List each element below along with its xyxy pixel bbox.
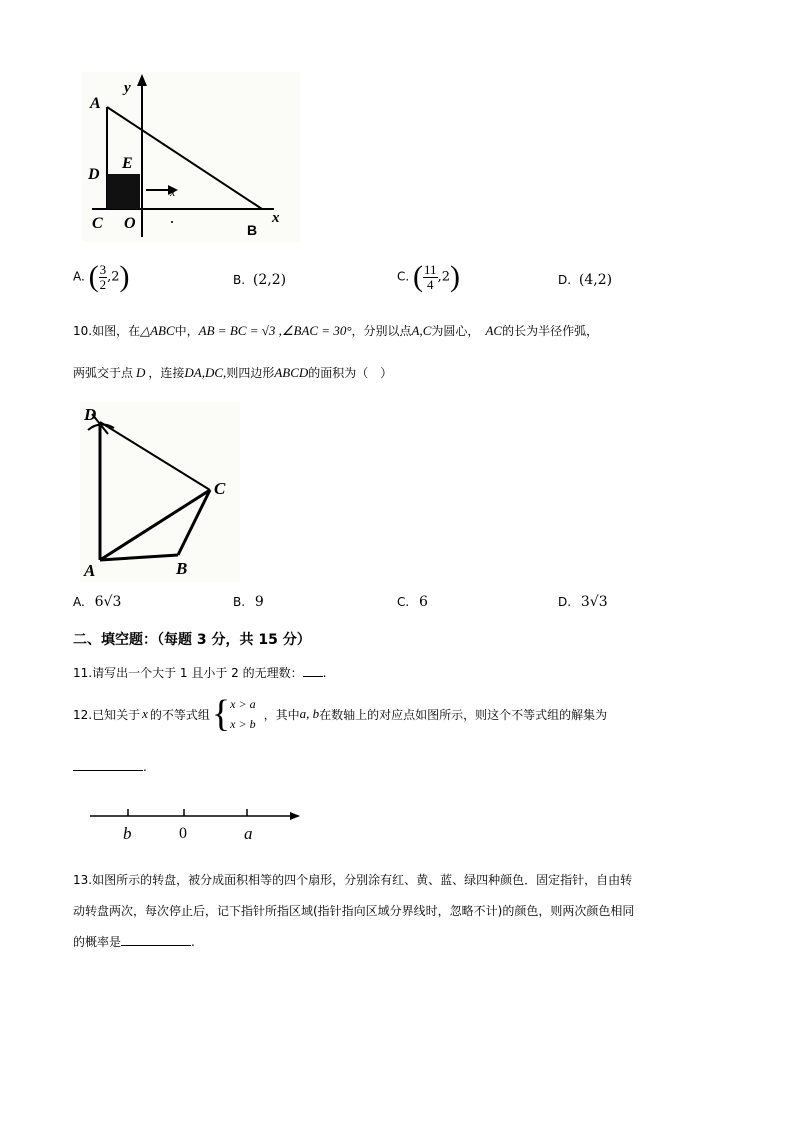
q10-text: 为圆心， (431, 324, 480, 338)
q10-text: 10.如图，在 (73, 324, 141, 338)
q10-option-b-letter: B. (233, 595, 246, 609)
paren-left: ( (88, 260, 99, 293)
q10-segment: AC (485, 323, 503, 338)
label-zero: 0 (179, 825, 187, 842)
motion-mark: x (170, 185, 176, 199)
q9-option-b-value: (2,2) (252, 272, 287, 288)
q11 (73, 664, 326, 681)
q13-line-1: 13.如图所示的转盘，被分成面积相等的四个扇形，分别涂有红、黄、蓝、绿四种颜色．固定指针，自由转 (73, 873, 633, 887)
inequality-2: x > b (230, 717, 256, 731)
fraction-11-4 (423, 263, 438, 292)
q10-text: 的面积为（ ） (308, 366, 393, 380)
q10-quadrilateral: ABCD (274, 365, 309, 380)
label-c: C (214, 479, 226, 498)
dot-mark (171, 221, 173, 223)
q9-option-a-tail: ,2 (107, 269, 120, 285)
q10-text: 两弧交于点 (73, 366, 134, 380)
q11-tail: . (322, 666, 327, 680)
q13-tail: . (191, 935, 195, 949)
q13-line-3 (73, 933, 195, 950)
label-x: x (272, 210, 280, 226)
label-b: B (176, 559, 188, 578)
q12-var-x: x (142, 706, 148, 721)
q10-segments: DA,DC, (184, 365, 227, 380)
label-a: A (90, 95, 101, 112)
paren-right: ) (449, 260, 460, 293)
q10-option-d-letter: D. (558, 595, 572, 609)
square-cdeo (107, 174, 140, 209)
inequality-1: x > a (230, 697, 256, 711)
label-c: C (92, 215, 103, 232)
q9-option-a-letter: A. (73, 269, 85, 284)
fraction-denominator: 4 (427, 276, 434, 292)
inequality-system (230, 694, 255, 734)
label-b: b (123, 824, 132, 843)
label-a: A (84, 561, 96, 580)
q9-option-d[interactable] (558, 272, 612, 288)
figure-coordinate-triangle (82, 72, 300, 242)
q10-text: 的长为半径作弧， (502, 324, 599, 338)
q12-text: 的不等式组 (149, 707, 210, 722)
fraction-denominator: 2 (99, 276, 107, 292)
q10-option-d[interactable] (558, 594, 608, 610)
label-d: D (84, 405, 97, 424)
paren-right: ) (119, 260, 130, 293)
q12-text: 在数轴上的对应点如图所示，则这个不等式组的解集为 (319, 707, 608, 722)
fraction-numerator: 11 (424, 261, 437, 277)
label-e: E (122, 155, 133, 172)
label-b: B (247, 222, 258, 238)
fraction-3-2 (99, 263, 108, 292)
q9-option-b-letter: B. (233, 273, 246, 287)
q12-answer-blank[interactable] (73, 758, 143, 771)
number-line-arrow (290, 812, 300, 820)
q13-answer-blank[interactable] (121, 933, 191, 946)
q10-points: A,C (411, 323, 432, 338)
q10-line-1 (73, 322, 598, 339)
q10-option-b[interactable] (233, 594, 264, 610)
q12-tail: . (143, 760, 147, 774)
figure-background (82, 72, 300, 242)
number-line-svg (86, 800, 306, 846)
q13-text: 的概率是 (73, 935, 122, 949)
figure-quadrilateral-svg (80, 402, 240, 582)
q9-option-d-letter: D. (558, 273, 572, 287)
q10-text: 则四边形 (226, 366, 275, 380)
q12-text: 12.已知关于 (73, 707, 141, 722)
q12-answer-line (73, 758, 147, 774)
q10-option-a-letter: A. (73, 595, 85, 609)
paren-left: ( (413, 260, 424, 293)
section-title: 二、填空题：（每题 3 分，共 15 分） (73, 632, 311, 648)
q10-point-d: D (136, 365, 146, 380)
q10-text: ，连接 (148, 366, 185, 380)
brace-icon: { (211, 693, 231, 735)
q10-text: 中， (174, 324, 199, 338)
figure-coordinate-svg (82, 72, 300, 242)
label-o: O (124, 215, 136, 232)
q10-line-2 (73, 364, 392, 381)
number-line (86, 800, 306, 846)
q10-option-d-value: 3√3 (580, 594, 608, 610)
q9-option-d-value: (4,2) (578, 272, 613, 288)
q10-option-c[interactable] (397, 594, 428, 610)
q9-option-a[interactable] (73, 260, 130, 294)
q12 (73, 694, 607, 738)
q12-points-ab: a, b (299, 706, 320, 721)
q11-answer-blank[interactable] (303, 664, 323, 677)
q12-text: ，其中 (263, 707, 300, 722)
q10-triangle: △ABC (140, 323, 175, 338)
q10-option-c-letter: C. (397, 595, 410, 609)
q9-option-b[interactable] (233, 272, 286, 288)
label-y: y (124, 80, 131, 96)
label-a: a (244, 824, 253, 843)
q9-option-c-letter: C. (397, 269, 410, 284)
q10-option-a[interactable] (73, 594, 121, 610)
q11-text: 11.请写出一个大于 1 且小于 2 的无理数： (73, 666, 303, 680)
label-d: D (88, 166, 100, 183)
q10-option-b-value: 9 (254, 594, 264, 610)
figure-quadrilateral (80, 402, 240, 582)
q9-option-c-tail: ,2 (437, 269, 450, 285)
q10-equation: AB = BC = √3 ,∠BAC = 30° (198, 323, 352, 338)
fraction-numerator: 3 (99, 261, 107, 277)
q10-text: ，分别以点 (351, 324, 412, 338)
q10-option-a-value: 6√3 (94, 594, 122, 610)
q13-line-2: 动转盘两次，每次停止后，记下指针所指区域(指针指向区域分界线时，忽略不计)的颜色，则两次颜色相同 (73, 904, 635, 918)
q9-option-c[interactable] (397, 260, 460, 294)
q10-option-c-value: 6 (419, 594, 428, 610)
